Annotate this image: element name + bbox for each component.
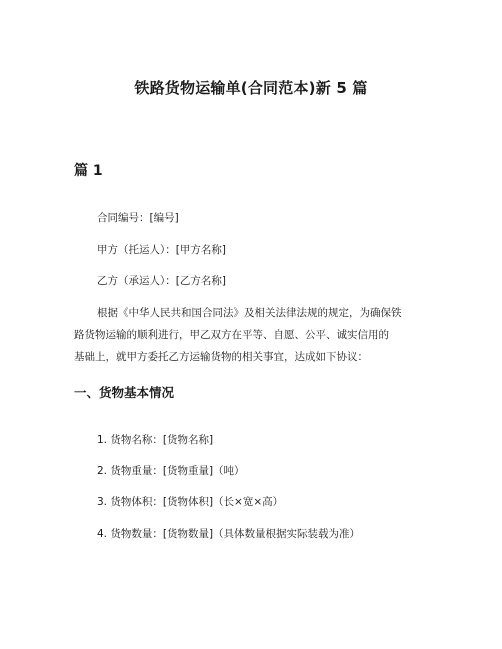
list-item: 2. 货物重量：[货物重量]（吨） xyxy=(97,465,245,477)
intro-paragraph-line-1: 根据《中华人民共和国合同法》及相关法律法规的规定，为确保铁 xyxy=(97,307,402,319)
list-item: 1. 货物名称：[货物名称] xyxy=(97,434,214,446)
subsection-heading: 一、货物基本情况 xyxy=(74,385,175,400)
document-title: 铁路货物运输单(合同范本)新 5 篇 xyxy=(134,79,368,97)
party-a-line: 甲方（托运人）：[甲方名称] xyxy=(97,244,226,256)
list-item: 4. 货物数量：[货物数量]（具体数量根据实际装载为准） xyxy=(97,528,361,540)
contract-number-line: 合同编号：[编号] xyxy=(97,212,179,224)
intro-paragraph-line-2: 路货物运输的顺利进行，甲乙双方在平等、自愿、公平、诚实信用的 xyxy=(74,329,389,341)
party-b-line: 乙方（承运人）：[乙方名称] xyxy=(97,275,226,287)
section-heading: 篇 1 xyxy=(74,163,103,179)
intro-paragraph-line-3: 基础上，就甲方委托乙方运输货物的相关事宜，达成如下协议： xyxy=(74,351,368,363)
list-item: 3. 货物体积：[货物体积]（长×宽×高） xyxy=(97,496,284,508)
